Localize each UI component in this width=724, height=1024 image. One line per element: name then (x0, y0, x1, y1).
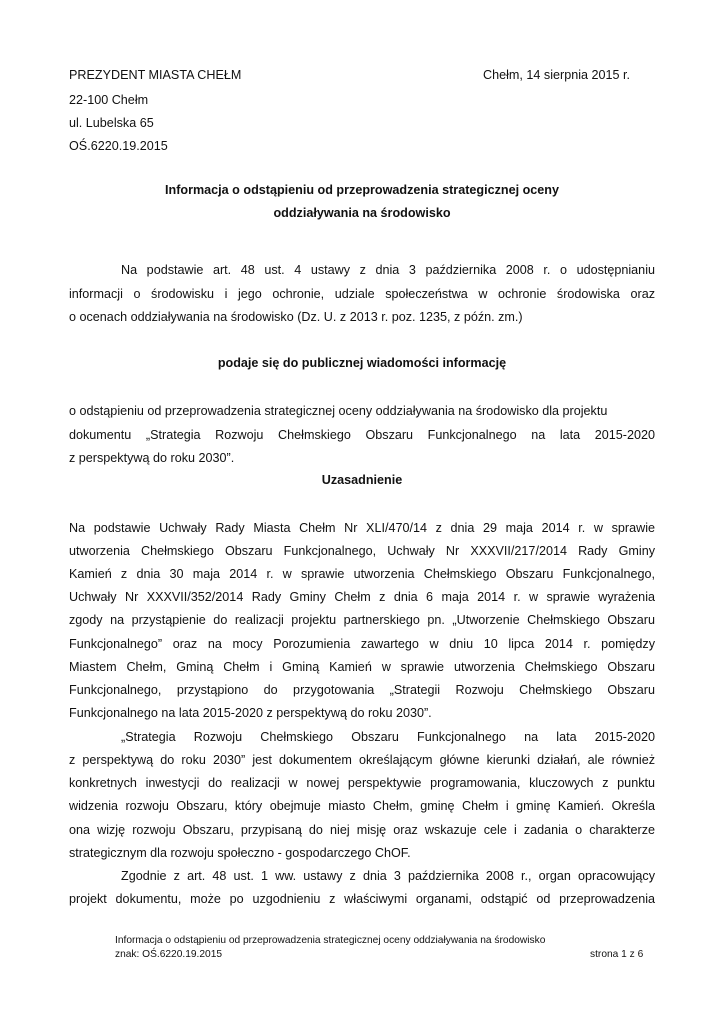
justification-heading: Uzasadnienie (321, 473, 403, 487)
para1-line: zgody na przystąpienie do realizacji projektu partnerskiego pn. „Utworzenie Chełmskiego Obszaru (69, 613, 655, 627)
subject-line: dokumentu „Strategia Rozwoju Chełmskiego Obszaru Funkcjonalnego na lata 2015-2020 (69, 428, 655, 442)
reference-number: OŚ.6220.19.2015 (69, 139, 168, 153)
para1-line: Kamień z dnia 30 maja 2014 r. w sprawie utworzenia Chełmskiego Obszaru Funkcjonalnego, (69, 567, 655, 581)
para3-line: Zgodnie z art. 48 ust. 1 ww. ustawy z dnia 3 października 2008 r., organ opracowujący (121, 869, 655, 883)
para2-line: konkretnych inwestycji do realizacji w nowej perspektywie programowania, kluczowych z punktu (69, 776, 655, 790)
subject-line: z perspektywą do roku 2030”. (69, 451, 235, 465)
title-line-1: Informacja o odstąpieniu od przeprowadzenia strategicznej oceny (165, 183, 559, 197)
footer-page-number: strona 1 z 6 (590, 949, 644, 960)
footer-title: Informacja o odstąpieniu od przeprowadzenia strategicznej oceny oddziaływania na środowisko (115, 935, 546, 946)
para1-line: Funkcjonalnego” oraz na mocy Porozumienia zawartego w dniu 10 lipca 2014 r. pomiędzy (69, 637, 655, 651)
para2-line: ona wizję rozwoju Obszaru, przypisaną do niej misję oraz wskazuje cele i zadania o charakterze (69, 823, 655, 837)
intro-line: Na podstawie art. 48 ust. 4 ustawy z dnia 3 października 2008 r. o udostępnianiu (121, 263, 655, 277)
para1-line: Uchwały Nr XXXVII/352/2014 Rady Gminy Chełm z dnia 6 maja 2014 r. w sprawie wyrażenia (69, 590, 655, 604)
sender-postal: 22-100 Chełm (69, 93, 149, 107)
announcement: podaje się do publicznej wiadomości informację (217, 356, 507, 370)
para2-line: strategicznym dla rozwoju społeczno - gospodarczego ChOF. (69, 846, 411, 860)
intro-line: o ocenach oddziaływania na środowisko (Dz. U. z 2013 r. poz. 1235, z późn. zm.) (69, 310, 523, 324)
subject-line: o odstąpieniu od przeprowadzenia strategicznej oceny oddziaływania na środowisko dla projektu (69, 404, 608, 418)
para2-line: widzenia rozwoju Obszaru, który obejmuje miasto Chełm, gminę Chełm i gminę Kamień. Określa (69, 799, 655, 813)
intro-line: informacji o środowisku i jego ochronie, udziale społeczeństwa w ochronie środowiska oraz (69, 287, 655, 301)
para1-line: utworzenia Chełmskiego Obszaru Funkcjonalnego, Uchwały Nr XXXVII/217/2014 Rady Gminy (69, 544, 655, 558)
para2-line: z perspektywą do roku 2030” jest dokumentem określającym główne kierunki działań, ale również (69, 753, 655, 767)
para1-line: Funkcjonalnego, przystąpiono do przygotowania „Strategii Rozwoju Chełmskiego Obszaru (69, 683, 655, 697)
para1-line: Miastem Chełm, Gminą Chełm i Gminą Kamień w sprawie utworzenia Chełmskiego Obszaru (69, 660, 655, 674)
para3-line: projekt dokumentu, może po uzgodnieniu z właściwymi organami, odstąpić od przeprowadzenia (69, 892, 655, 906)
title-line-2: oddziaływania na środowisko (273, 206, 451, 220)
place-date: Chełm, 14 sierpnia 2015 r. (483, 68, 631, 82)
para2-line: „Strategia Rozwoju Chełmskiego Obszaru Funkcjonalnego na lata 2015-2020 (121, 730, 655, 744)
sender-street: ul. Lubelska 65 (69, 116, 154, 130)
para1-line: Na podstawie Uchwały Rady Miasta Chełm Nr XLI/470/14 z dnia 29 maja 2014 r. w sprawie (69, 521, 655, 535)
sender-name: PREZYDENT MIASTA CHEŁM (69, 68, 242, 82)
para1-line: Funkcjonalnego na lata 2015-2020 z perspektywą do roku 2030”. (69, 706, 432, 720)
footer-reference: znak: OŚ.6220.19.2015 (115, 949, 223, 960)
